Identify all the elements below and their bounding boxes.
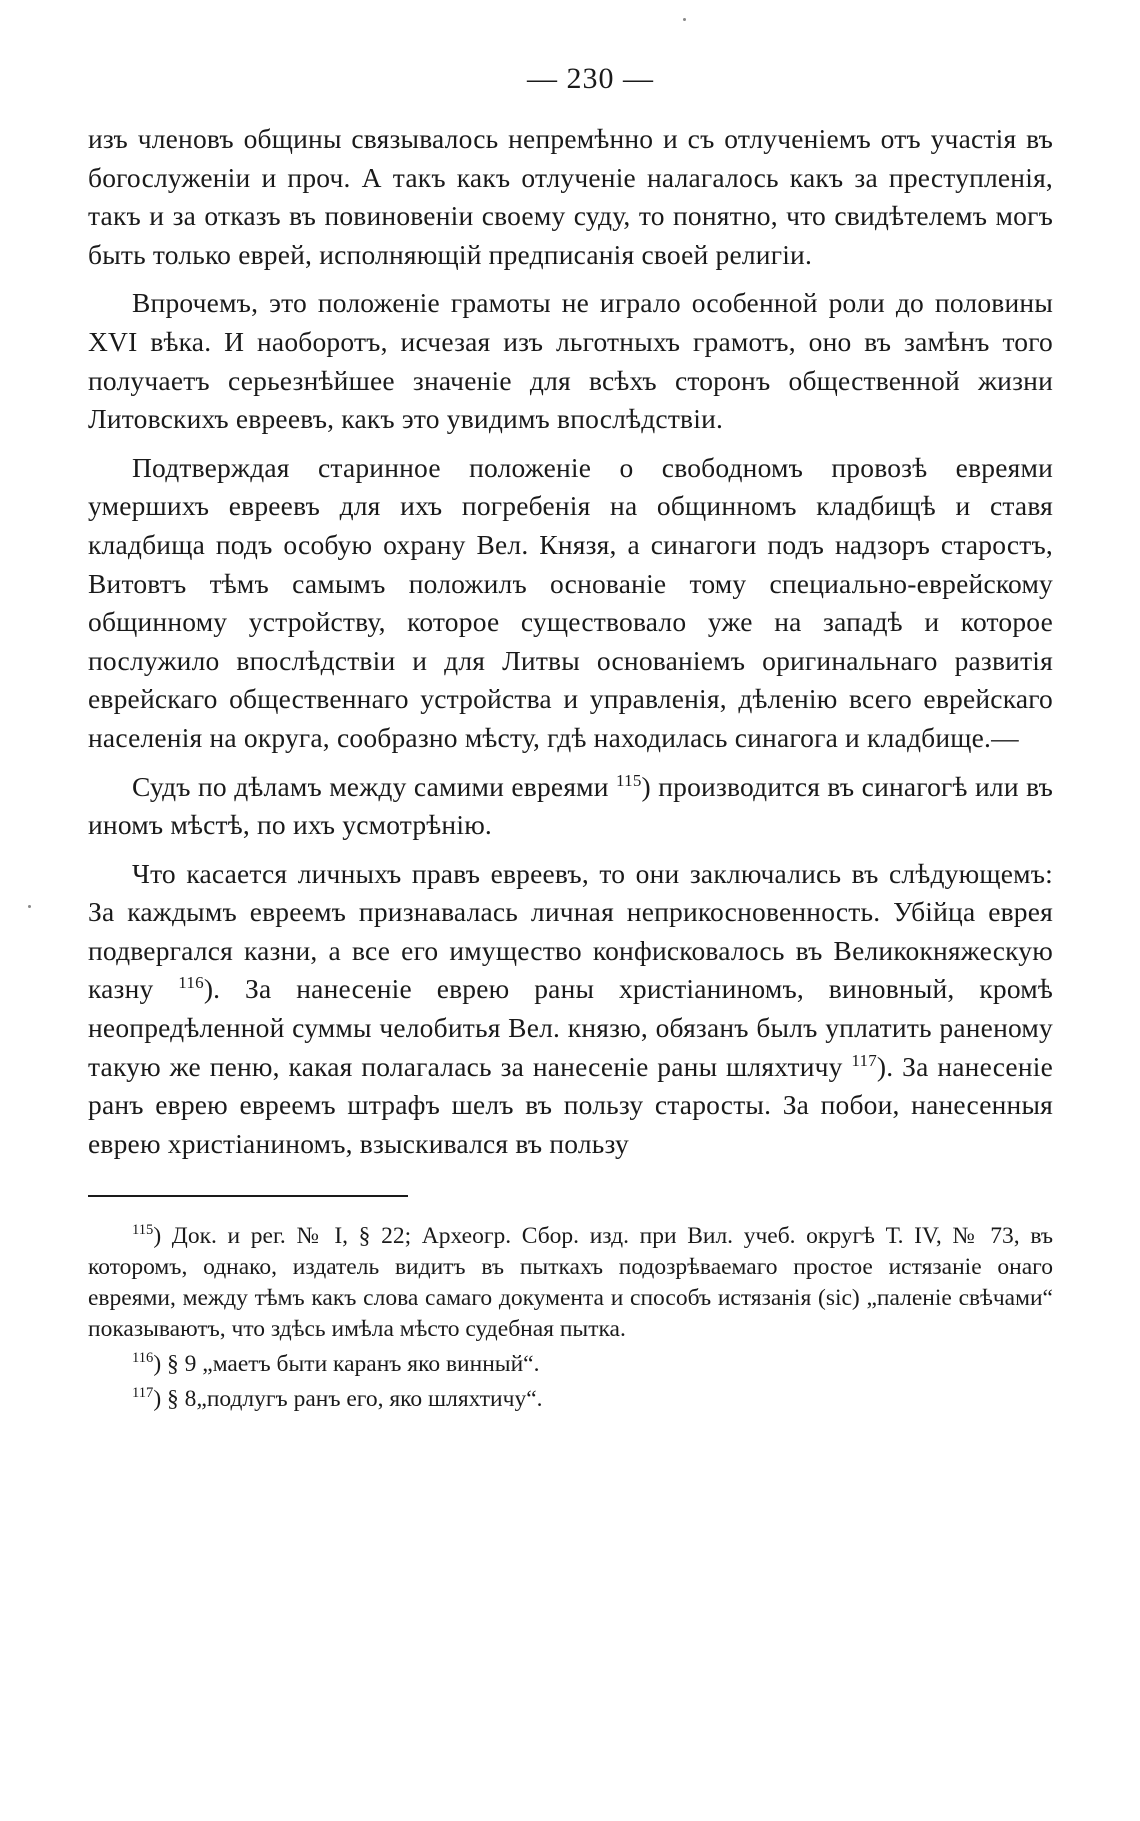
paragraph-5 bbox=[88, 855, 1053, 1164]
footnote-number: 117 bbox=[132, 1385, 154, 1402]
paragraph-2: Впрочемъ, это положеніе грамоты не играло особенной роли до половины XVI вѣка. И наоборотъ, исчезая изъ льготныхъ грамотъ, оно въ замѣнъ того получаетъ серьезнѣйшее значеніе для всѣхъ сторонъ общественной жизни Литовскихъ евреевъ, какъ это увидимъ впослѣдствіи. bbox=[88, 287, 1053, 435]
footnote-115 bbox=[88, 1221, 1053, 1345]
footnote-ref-117: 117 bbox=[851, 1050, 877, 1070]
footnote-116 bbox=[88, 1349, 1053, 1380]
footnote-ref-116: 116 bbox=[178, 973, 204, 993]
paragraph-5-text-b: ). За нанесеніе еврею раны христіаниномъ, виновный, кромѣ неопредѣленной суммы челобитья Вел. князю, обязанъ былъ уплатить раненому такую же пеню, какая полагалась за нанесеніе раны шляхтичу bbox=[88, 973, 1053, 1082]
footnote-ref-115: 115 bbox=[616, 770, 642, 790]
footnote-text: ) Док. и рег. № I, § 22; Археогр. Сбор. изд. при Вил. учеб. округѣ Т. IV, № 73, въ которомъ, однако, издатель видитъ въ пыткахъ подозрѣваемаго простое истязаніе онаго евреями, между тѣмъ какъ слова самаго документа и способъ истязанія (sic) „паленіе свѣчами“ показываютъ, что здѣсь имѣла мѣсто судебная пытка. bbox=[88, 1223, 1053, 1343]
paragraph-5-text-c: ). За нанесеніе ранъ еврею евреемъ штрафъ шелъ въ пользу старосты. За побои, нанесенныя еврею христіаниномъ, взыскивался въ пользу bbox=[88, 1050, 1053, 1159]
paragraph-5-text-a: Что касается личныхъ правъ евреевъ, то они заключались въ слѣдующемъ: За каждымъ евреемъ признавалась личная неприкосновенность. Убійца еврея подвергался казни, а все его имущество конфисковалось въ Великокняжескую казну bbox=[88, 857, 1053, 1005]
paragraph-4 bbox=[88, 768, 1053, 845]
paragraph-4-text-a: Судъ по дѣламъ между самими евреями bbox=[132, 770, 617, 802]
footnote-117 bbox=[88, 1384, 1053, 1415]
paragraph-1: изъ членовъ общины связывалось непремѣнно и съ отлученіемъ отъ участія въ богослуженіи и проч. А такъ какъ отлученіе налагалось какъ за преступленія, такъ и за отказъ въ повиновеніи своему суду, то понятно, что свидѣтелемъ могъ быть только еврей, исполняющій предписанія своей религіи. bbox=[88, 123, 1053, 270]
footnote-number: 116 bbox=[132, 1350, 154, 1367]
paragraph-4-text-b: ) производится въ синагогѣ или въ иномъ мѣстѣ, по ихъ усмотрѣнію. bbox=[88, 770, 1053, 841]
footnotes bbox=[88, 1221, 1053, 1415]
footnote-number: 115 bbox=[132, 1222, 154, 1239]
footnote-text: ) § 8„подлугъ ранъ его, яко шляхтичу“. bbox=[153, 1386, 543, 1413]
paper-speck bbox=[683, 18, 686, 21]
paper-speck bbox=[28, 905, 31, 908]
paragraph-3: Подтверждая старинное положеніе о свободномъ провозѣ евреями умершихъ евреевъ для ихъ погребенія на общинномъ кладбищѣ и ставя кладбища подъ особую охрану Вел. Князя, а синагоги подъ надзоръ старостъ, Витовтъ тѣмъ самымъ положилъ основаніе тому специально-еврейскому общинному устройству, которое существовало уже на западѣ и которое послужило впослѣдствіи и для Литвы основаніемъ оригинальнаго развитія еврейскаго общественнаго устройства и управленія, дѣленію всего еврейскаго населенія на округа, сообразно мѣсту, гдѣ находилась синагога и кладбище.— bbox=[88, 451, 1053, 753]
footnote-divider bbox=[88, 1195, 408, 1197]
page-number: — 230 — bbox=[527, 62, 654, 95]
page bbox=[88, 62, 1053, 1419]
footnote-text: ) § 9 „маетъ быти каранъ яко винный“. bbox=[153, 1351, 540, 1378]
body-text bbox=[88, 120, 1053, 1163]
